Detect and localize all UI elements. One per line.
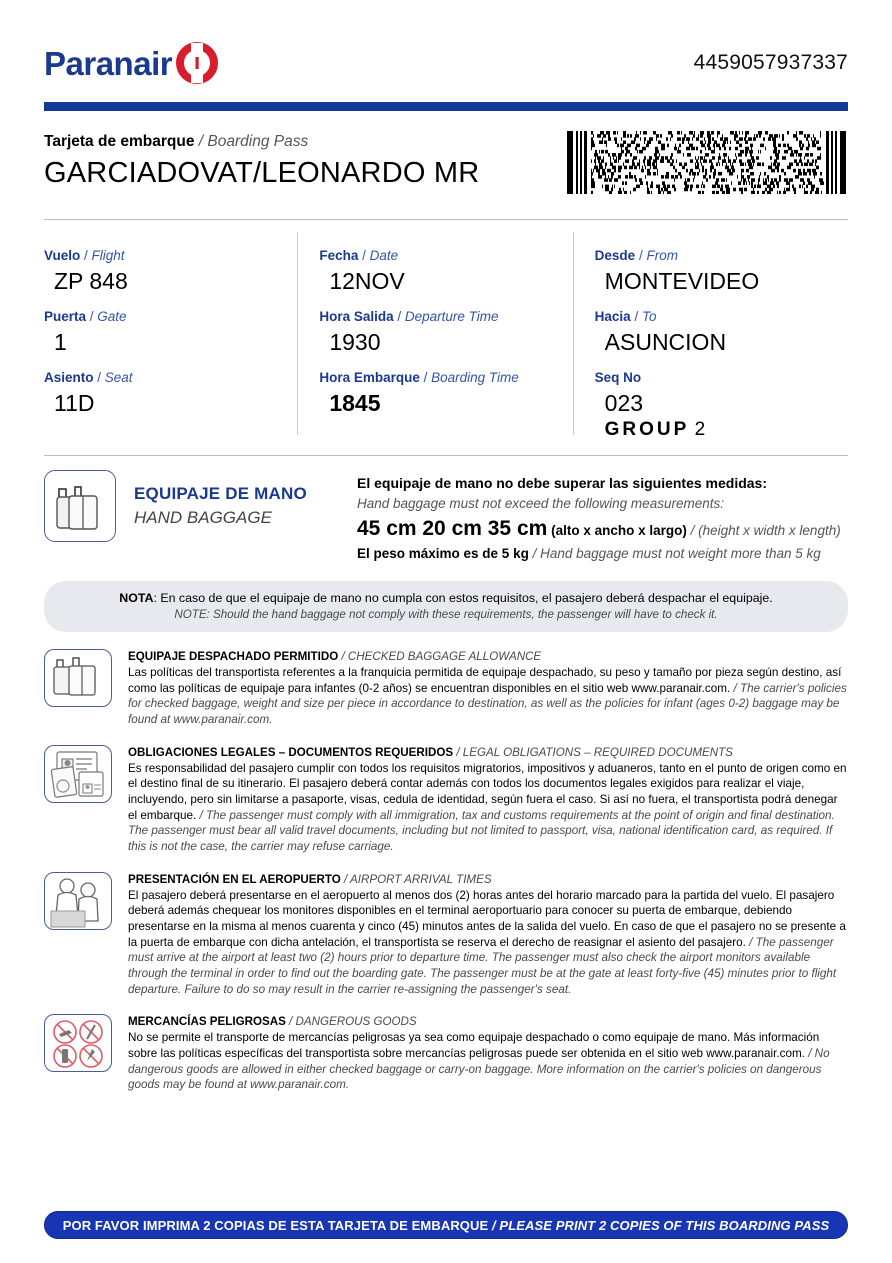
- field-value-date: 12NOV: [329, 268, 405, 294]
- policy-heading-sep: /: [453, 745, 463, 759]
- policy-heading-sep: /: [340, 872, 351, 886]
- hb-dimensions-row: [357, 514, 848, 544]
- policy-heading-sep: /: [285, 1015, 296, 1029]
- hb-line-es: El equipaje de mano no debe superar las siguientes medidas:: [357, 475, 768, 491]
- policy-heading-es: OBLIGACIONES LEGALES – DOCUMENTOS REQUERIDOS: [128, 745, 454, 759]
- boarding-pass-label-es: Tarjeta de embarque: [44, 133, 195, 150]
- policy-heading-en: LEGAL OBLIGATIONS – REQUIRED DOCUMENTS: [462, 745, 733, 759]
- passenger-name: GARCIADOVAT/LEONARDO MR: [44, 157, 480, 189]
- policy-legal-documents: [44, 745, 848, 855]
- policy-body: [128, 665, 848, 728]
- policy-body-es: El pasajero deberá presentarse en el aeropuerto al menos dos (2) horas antes del horario marcado para la partida del vuelo. El pasajero deberá además chequear los monitores disponibles en el terminal aeroportuario para conocer su puerta de embarque, debiendo presentarse en la misma al menos cuarenta y cinco (45) minutos antes de la salida del vuelo. En caso de que el pasajero no se presente a la puerta de embarque con dicha antelación, el transportista se reserva el derecho de reasignar el asiento del pasajero.: [128, 888, 846, 949]
- policy-heading: [128, 873, 848, 886]
- hb-line-en: Hand baggage must not exceed the following measurements:: [357, 495, 724, 511]
- field-label-hacia: Hacia / To: [594, 309, 657, 324]
- policy-body: [128, 888, 848, 998]
- field-label-desde: Desde / From: [594, 248, 678, 263]
- policy-heading-en: CHECKED BAGGAGE ALLOWANCE: [347, 650, 542, 663]
- label-en: Flight: [91, 248, 125, 263]
- group-label: GROUP: [604, 419, 690, 440]
- policy-heading-es: PRESENTACIÓN EN EL AEROPUERTO: [128, 872, 341, 886]
- label-en: From: [646, 248, 678, 263]
- footer-text-sep: /: [488, 1217, 500, 1233]
- policy-checked-baggage: [44, 649, 848, 728]
- note-label: NOTA: [119, 591, 154, 605]
- page-header: [44, 32, 848, 94]
- passenger-section: [44, 111, 848, 194]
- policy-body-en: / The carrier's policies for checked baggage, weight and size per piece in accordance to destination, as well as the policies for infant (ages 0-2) baggage may be found at www.paranair.com.: [128, 681, 847, 727]
- print-copies-banner: [44, 1211, 848, 1239]
- hb-dimensions-note-es: (alto x ancho x largo): [551, 523, 687, 539]
- note-box: [44, 581, 848, 632]
- policy-heading-es: MERCANCÍAS PELIGROSAS: [128, 1015, 286, 1029]
- label-en: Seat: [104, 370, 133, 385]
- policy-heading: [128, 746, 848, 759]
- policy-heading-en: AIRPORT ARRIVAL TIMES: [350, 872, 492, 886]
- checked-baggage-icon: [44, 649, 112, 707]
- footer-text-es: POR FAVOR IMPRIMA 2 COPIAS DE ESTA TARJETA DE EMBARQUE: [62, 1217, 489, 1233]
- field-label-seq-no: Seq No: [594, 370, 642, 385]
- note-text-en: NOTE: Should the hand baggage not comply with these requirements, the passenger will have to check it.: [174, 608, 718, 621]
- group-value: 2: [694, 419, 706, 440]
- label-es: Desde: [594, 248, 636, 263]
- label-en: Departure Time: [404, 309, 499, 324]
- label-es: Asiento: [44, 370, 94, 385]
- hb-weight-es: El peso máximo es de 5 kg: [357, 545, 529, 561]
- header-divider-bar: [44, 102, 848, 111]
- flight-info-grid: [44, 220, 848, 451]
- policy-body-en: / The passenger must arrive at the airport at least two (2) hours prior to departure time. The passenger must also check the airport monitors available through the terminal in order to find out the boarding gate. The passenger must be at the gate at least forty-five (45) minutes prior to flight departure. Failure to do so may result in the carrier re-assigning the passenger's seat.: [128, 935, 837, 996]
- hand-baggage-title-es: EQUIPAJE DE MANO: [134, 484, 307, 503]
- pdf417-barcode-icon: [565, 131, 848, 194]
- policy-body-es: Es responsabilidad del pasajero cumplir con todos los requisitos migratorios, impositivos y aduaneros, tanto en el punto de origen como en el destino final de su itinerario. El pasajero deberá contar además con todos los documentos legales exigidos para realizar el viaje, incluyendo, pero sin limitarse a pasaporte, visas, cedula de identidad, según fuera el caso. Si así no fuera, el transportista podrá denegar el embarque.: [128, 761, 847, 822]
- paranair-circle-mark-icon: [176, 42, 218, 84]
- field-value-boarding-time: 1845: [329, 390, 381, 416]
- policy-heading: [128, 650, 848, 663]
- policy-heading: [128, 1015, 848, 1028]
- boarding-pass-label-sep: /: [194, 133, 208, 150]
- footer-text: [63, 1218, 830, 1233]
- label-es: Fecha: [319, 248, 359, 263]
- label-es: Hora Embarque: [319, 370, 420, 385]
- suitcase-icon: [44, 470, 116, 542]
- field-value-gate: 1: [54, 329, 67, 355]
- boarding-pass-label: [44, 133, 479, 151]
- note-line-es: [74, 591, 818, 605]
- label-es: Hora Salida: [319, 309, 394, 324]
- policy-heading-en: DANGEROUS GOODS: [295, 1015, 417, 1029]
- field-value-flight: ZP 848: [54, 268, 128, 294]
- policy-body: [128, 761, 848, 855]
- label-es: Vuelo: [44, 248, 81, 263]
- flight-info-column-1: [44, 234, 297, 441]
- policy-body: [128, 1030, 848, 1093]
- policy-body-en: / No dangerous goods are allowed in either checked baggage or carry-on baggage. More information on the carrier's policies on dangerous goods may be found at www.paranair.com.: [128, 1047, 830, 1092]
- field-value-seq-no: 023: [604, 390, 644, 416]
- note-text-es: : En caso de que el equipaje de mano no cumpla con estos requisitos, el pasajero deberá despachar el equipaje.: [153, 591, 773, 605]
- hb-weight-en: / Hand baggage must not weight more than 5 kg: [532, 545, 821, 561]
- hand-baggage-section: [44, 456, 848, 563]
- boarding-pass-page: [0, 32, 892, 1263]
- policy-body-es: Las políticas del transportista referentes a la franquicia permitida de equipaje despachado, su peso y tamaño por pieza según destino, así como las políticas de equipaje para infantes (0-2 años) se encuentran disponibles en el sitio web www.paranair.com.: [128, 666, 842, 695]
- ticket-number: 4459057937337: [693, 51, 848, 74]
- boarding-group: [595, 419, 834, 441]
- policy-body-en: / The passenger must comply with all immigration, tax and customs requirements at the point of origin and final destination. The passenger must bear all valid travel documents, including but not limited to passport, visa, national identification card, as required. If this is not the case, the carrier may refuse carriage.: [128, 808, 835, 854]
- hand-baggage-title: [134, 470, 339, 528]
- dangerous-goods-icon: [44, 1014, 112, 1072]
- label-en: Gate: [97, 309, 127, 324]
- policy-airport-arrival: [44, 872, 848, 998]
- flight-info-column-2: [297, 234, 572, 441]
- brand-logo: [44, 42, 218, 84]
- field-label-asiento: Asiento / Seat: [44, 370, 133, 385]
- hand-baggage-measurements: [357, 470, 848, 563]
- label-en: To: [641, 309, 657, 324]
- policy-dangerous-goods: [44, 1014, 848, 1093]
- label-es: Puerta: [44, 309, 87, 324]
- boarding-pass-label-en: Boarding Pass: [207, 133, 309, 150]
- field-value-from: MONTEVIDEO: [604, 268, 760, 294]
- field-label-puerta: Puerta / Gate: [44, 309, 127, 324]
- policy-body-es: No se permite el transporte de mercancías peligrosas ya sea como equipaje despachado o como equipaje de mano. Más información sobre las políticas específicas del transportista sobre mercancías peligrosas puede ser obtenida en el sitio web www.paranair.com.: [128, 1031, 820, 1061]
- travel-documents-icon: [44, 745, 112, 803]
- field-label-hora-salida: Hora Salida / Departure Time: [319, 309, 499, 324]
- brand-name: Paranair: [44, 44, 173, 82]
- label-es: Hacia: [594, 309, 631, 324]
- hb-weight-row: [357, 544, 848, 563]
- flight-info-column-3: [573, 234, 848, 441]
- footer-text-en: PLEASE PRINT 2 COPIES OF THIS BOARDING PASS: [499, 1217, 830, 1233]
- airport-arrival-icon: [44, 872, 112, 930]
- label-en: Date: [369, 248, 399, 263]
- policy-heading-sep: /: [338, 650, 348, 663]
- hand-baggage-title-en: HAND BAGGAGE: [134, 508, 272, 527]
- hb-dimensions: 45 cm 20 cm 35 cm: [357, 517, 548, 541]
- field-value-departure-time: 1930: [329, 329, 381, 355]
- field-value-seat: 11D: [54, 390, 95, 416]
- field-label-hora-embarque: Hora Embarque / Boarding Time: [319, 370, 519, 385]
- field-label-vuelo: Vuelo / Flight: [44, 248, 125, 263]
- policy-heading-es: EQUIPAJE DESPACHADO PERMITIDO: [128, 650, 339, 663]
- field-value-to: ASUNCION: [604, 329, 727, 355]
- field-label-fecha: Fecha / Date: [319, 248, 399, 263]
- hb-dimensions-note-en: / (height x width x length): [690, 523, 841, 539]
- label-en: Boarding Time: [431, 370, 519, 385]
